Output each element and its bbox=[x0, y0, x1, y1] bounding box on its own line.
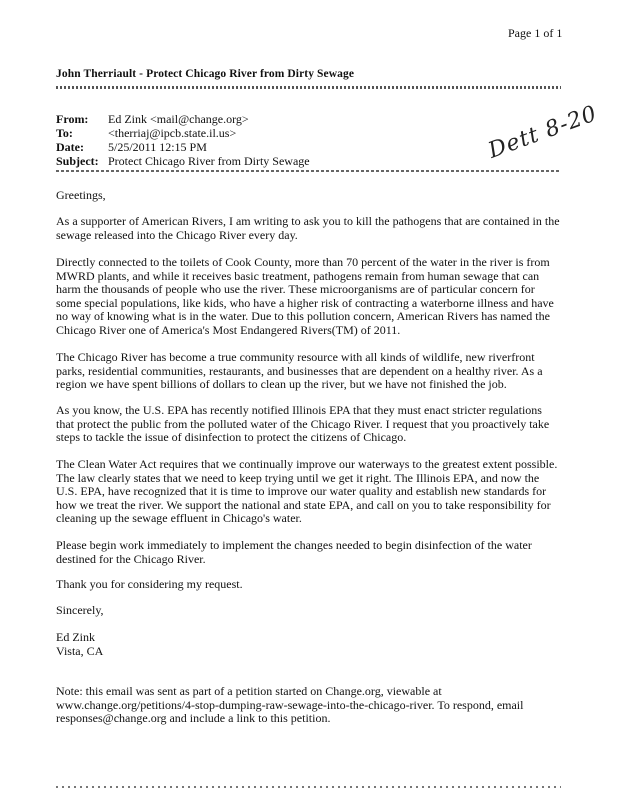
signature-name: Ed Zink bbox=[56, 630, 95, 644]
footer-divider bbox=[56, 786, 561, 788]
subject-value: Protect Chicago River from Dirty Sewage bbox=[108, 154, 310, 168]
subject-label: Subject: bbox=[56, 154, 99, 168]
closing: Sincerely, bbox=[56, 603, 104, 617]
signature-location: Vista, CA bbox=[56, 644, 104, 658]
handwritten-stamp: Dett 8-20 bbox=[485, 101, 601, 164]
petition-note: Note: this email was sent as part of a petition started on Change.org, viewable at www.change.org/petitions/4-stop-dumping-raw-sewage-into-the-chicago-river. To respond, email responses@change.org and include a link to this petition. bbox=[56, 684, 524, 726]
paragraph-3: The Chicago River has become a true community resource with all kinds of wildlife, new riverfront parks, residential communities, restaurants, and businesses that are dependent on a healthy river. As a region we have spent billions of dollars to clean up the river, but we have not finished the job. bbox=[56, 350, 543, 392]
email-title: John Therriault - Protect Chicago River from Dirty Sewage bbox=[56, 68, 355, 80]
page-number: Page 1 of 1 bbox=[508, 26, 563, 40]
paragraph-4: As you know, the U.S. EPA has recently notified Illinois EPA that they must enact stricter regulations that protect the public from the polluted water of the Chicago River. I request that you proactively take steps to tackle the issue of disinfection to protect the citizens of Chicago. bbox=[56, 403, 550, 445]
to-label: To: bbox=[56, 126, 73, 140]
paragraph-1: As a supporter of American Rivers, I am writing to ask you to kill the pathogens that are contained in the sewage released into the Chicago River every day. bbox=[56, 214, 560, 242]
to-value: <therriaj@ipcb.state.il.us> bbox=[108, 126, 237, 140]
paragraph-5: The Clean Water Act requires that we continually improve our waterways to the greatest extent possible. The law clearly states that we need to keep trying until we get it right. The Illinois EPA, and now the U.S. EPA, have recognized that it is time to improve our water quality and establish new standards for how we treat the river. We support the national and state EPA, and call on you to take responsibility for cleaning up the sewage effluent in Chicago's water. bbox=[56, 457, 558, 526]
paragraph-7: Thank you for considering my request. bbox=[56, 577, 243, 591]
date-value: 5/25/2011 12:15 PM bbox=[108, 140, 207, 154]
to-row bbox=[56, 126, 236, 140]
title-divider bbox=[56, 86, 561, 89]
paragraph-2: Directly connected to the toilets of Cook County, more than 70 percent of the water in the river is from MWRD plants, and while it receives basic treatment, pathogens remain from human sewage that can harm the thousands of people who use the river. These microorganisms are of particular concern for some special populations, like kids, who have a higher risk of contracting a waterborne illness and have no way of knowing what is in the water. Due to this pollution concern, American Rivers has named the Chicago River one of America's Most Endangered Rivers(TM) of 2011. bbox=[56, 255, 554, 337]
greeting: Greetings, bbox=[56, 188, 106, 202]
header-divider bbox=[56, 170, 561, 172]
paragraph-6: Please begin work immediately to implement the changes needed to begin disinfection of the water destined for the Chicago River. bbox=[56, 538, 532, 566]
from-label: From: bbox=[56, 112, 89, 126]
from-row bbox=[56, 112, 249, 126]
subject-row bbox=[56, 154, 310, 168]
from-value: Ed Zink <mail@change.org> bbox=[108, 112, 249, 126]
date-label: Date: bbox=[56, 140, 84, 154]
date-row bbox=[56, 140, 207, 154]
